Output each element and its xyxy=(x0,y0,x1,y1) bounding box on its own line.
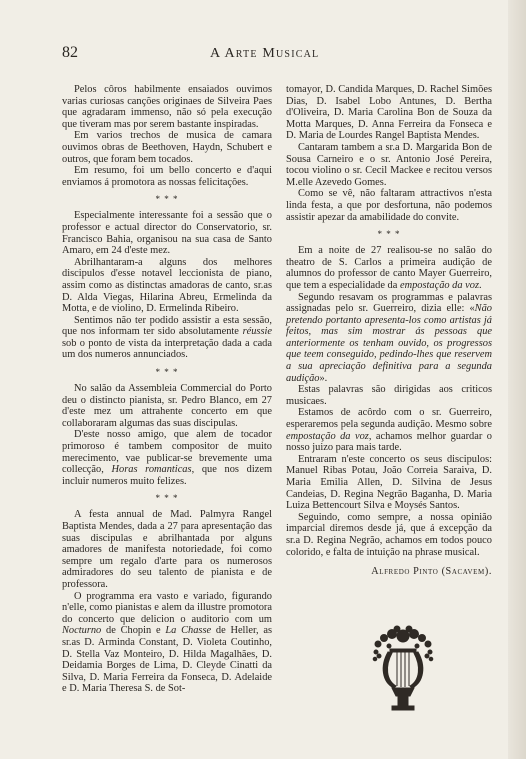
text-run: Estamos de acôrdo com o sr. Guerreiro, esperaremos pela segunda audição. Mesmo sobre xyxy=(286,407,492,431)
paragraph: Estas palavras são dirigidas aos criticos musicaes. xyxy=(286,384,492,407)
paragraph xyxy=(62,315,272,361)
right-column xyxy=(286,84,492,578)
left-column xyxy=(62,84,272,695)
text-run: Em a noite de 27 realisou-se no salão do theatro de S. Carlos a primeira audição de alumnos do professor de canto Mayer Guerreiro, que tem a especialidade da xyxy=(286,245,492,291)
text-run: sob o ponto de vista da interpretação dada a cada um dos numeros annunciados. xyxy=(62,337,272,361)
text-run: D'este nosso amigo, que alem de tocador primoroso é tambem compositor de muito merecimento, vae publicar-se brevemente uma collecção, xyxy=(62,429,272,476)
text-run: , achamos melhor guardar o nosso juizo para mais tarde. xyxy=(286,430,492,454)
section-separator: * * * xyxy=(155,493,179,504)
paragraph: Seguindo, como sempre, a nossa opinião imparcial diremos desde já, que á excepção da sr.a D. Regina Negrão, achamos em todos pouco colorido, e falta de intuição na phrase musical. xyxy=(286,511,492,558)
paragraph: Em varios trechos de musica de camara ouvimos obras de Beethoven, Haydn, Schubert e outros, que foram bem tocados. xyxy=(62,130,272,165)
paragraph xyxy=(62,591,272,695)
italic-text: Nocturno xyxy=(62,625,102,637)
section-separator: * * * xyxy=(155,194,179,205)
paragraph: Entraram n'este concerto os seus discipulos: Manuel Ribas Potau, João Correia Saraiva, D. Maria Emilia Allen, D. Silvina de Jesus Candeias, D. Regina Negrão Baganha, D. Maria Luiza Bettencourt Silva e Moysés Santos. xyxy=(286,453,492,512)
page-header xyxy=(62,44,490,66)
page-edge xyxy=(508,0,526,759)
paragraph: Como se vê, não faltaram attractivos n'esta linda festa, a que por desfortuna, não podemos assistir apezar da amabilidade do convite. xyxy=(286,188,492,223)
lyre-vine-ornament-icon xyxy=(364,622,442,714)
paragraph: Pelos côros habilmente ensaiados ouvimos varias curiosas canções originaes de Silveira Paes que agradaram immenso, não só pela execução que tiveram mas por serem bastante inspiradas. xyxy=(62,84,272,130)
italic-text: empostação da voz xyxy=(399,279,480,291)
paragraph: Abrilhantaram-a alguns dos melhores discipulos d'esse notavel leccionista de piano, assim como as distinctas amadoras de canto, sr.as D. Alda Viegas, Hilarina Abreu, Ermelinda da Motta, e de violino, D. Ermelinda Ribeiro. xyxy=(62,256,272,315)
paragraph: Cantaram tambem a sr.a D. Margarida Bon de Sousa Carneiro e o sr. Antonio José Pereira, tocou violino o sr. Cecil Mackee e recitou versos M.elle Azevedo Gomes. xyxy=(286,141,492,188)
paragraph: A festa annual de Mad. Palmyra Rangel Baptista Mendes, dada a 27 para apresentação das suas discipulas e abrilhantada por alguns amadores de manifesta notoriedade, foi como sempre um regalo d'arte para os numerosos admiradores do seu talento de pianista e de professora. xyxy=(62,509,272,590)
paragraph: No salão da Assembleia Commercial do Porto deu o distincto pianista, sr. Pedro Blanco, em 27 d'este mez um attrahente concerto em que collaboraram algumas das suas discipulas. xyxy=(62,383,272,429)
text-run: O programma era vasto e variado, figurando n'elle, como pianistas e alem da illustre promotora do concerto que delicion o auditorio com um xyxy=(62,590,272,625)
section-separator: * * * xyxy=(155,367,179,378)
paragraph xyxy=(286,407,492,453)
paragraph: Especialmente interessante foi a sessão que o professor e actual director do Conservatorio, sr. Francisco Bahia, organisou na sua casa de Santo Amaro, em 24 d'este mez. xyxy=(62,210,272,257)
text-run: de Heller, as sr.as D. Arminda Constant, D. Violeta Coutinho, D. Stella Vaz Monteiro, D. Hilda Magalhães, D. Deidamia Borges de Lima, D. Cleyde Cinatti da Silva, D. Maria Ferreira da Fonseca, D. Adelaide e D. Maria Theresa S. de Sot- xyxy=(62,625,272,695)
text-run: . xyxy=(479,279,482,291)
text-run: de Chopin e xyxy=(101,625,166,637)
paragraph xyxy=(286,292,492,385)
paragraph xyxy=(286,245,492,291)
italic-text: empostação da voz xyxy=(286,430,369,442)
italic-text: La Chasse xyxy=(165,625,212,637)
paragraph: tomayor, D. Candida Marques, D. Rachel Simões Dias, D. Isabel Lobo Antunes, D. Bertha d'Oliveira, D. Maria Carolina Bon de Souza da Motta Marques, D. Anna Ferreira da Fonseca e D. Maria de Lourdes Rangel Baptista Mendes. xyxy=(286,84,492,142)
page-number: 82 xyxy=(62,44,78,61)
text-run: , que nos dizem incluir numeros muito felizes. xyxy=(62,464,273,487)
text-run: ». xyxy=(319,372,328,384)
paragraph xyxy=(62,429,272,487)
italic-text: réussie xyxy=(242,326,272,338)
italic-text: Não pretendo portanto apresenta-los como artistas já feitos, mas sim mostrar ás pessoas que anteriormente os tenham ouvido, os progressos que teem conseguido, pedindo-lhes que reservem a sua apreciação definitiva para a segunda audição xyxy=(286,303,492,384)
italic-text: Horas romanticas xyxy=(111,464,192,476)
text-run: Segundo resavam os programmas e palavras assignadas pelo sr. Guerreiro, dizia elle: « xyxy=(286,291,492,315)
section-separator: * * * xyxy=(377,229,401,240)
paragraph: Em resumo, foi um bello concerto e d'aqui enviamos á promotora as nossas felicitações. xyxy=(62,165,272,188)
text-run: Sentimos não ter podido assistir a esta sessão, que nos informam ter sido absolutamente xyxy=(62,314,272,338)
running-title: A Arte Musical xyxy=(210,46,320,61)
author-signature: Alfredo Pinto (Sacavem). xyxy=(371,566,492,578)
